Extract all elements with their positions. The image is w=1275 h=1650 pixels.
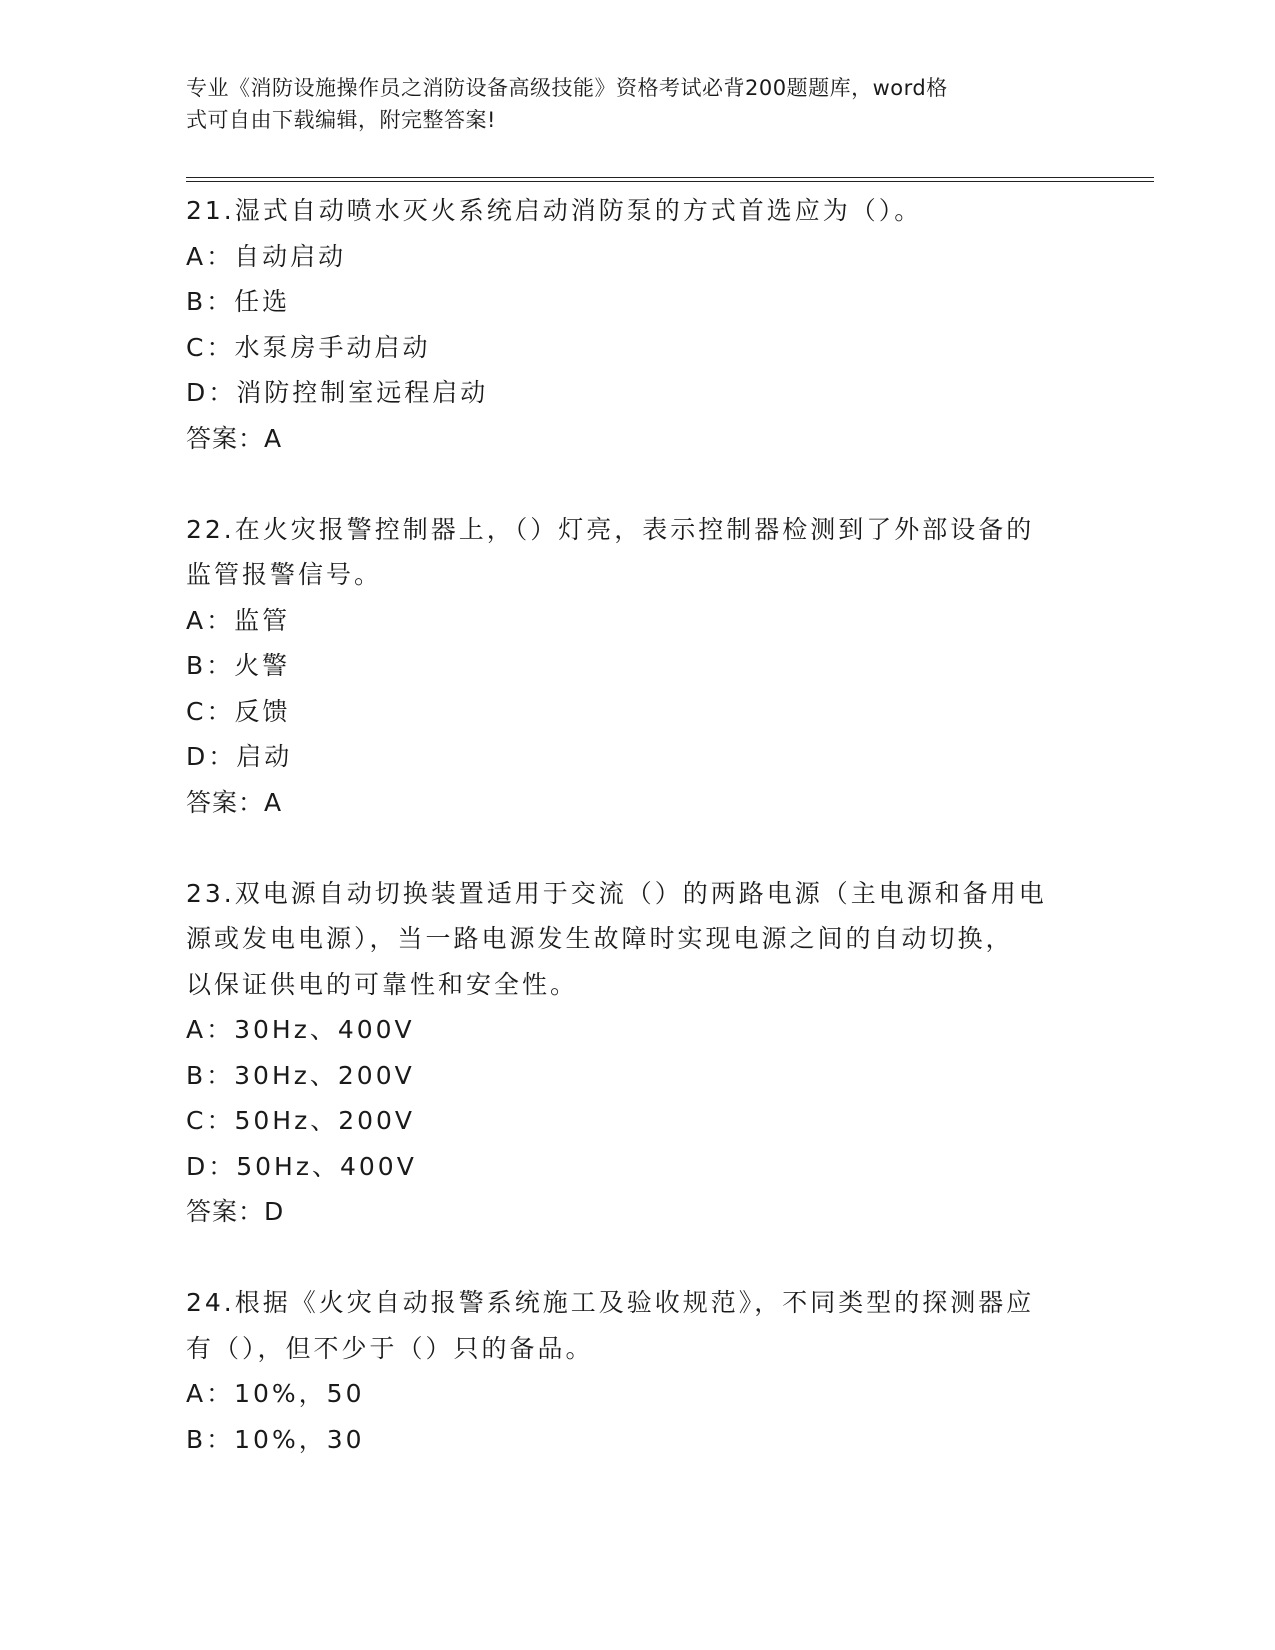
question-text: 21.湿式自动喷水灭火系统启动消防泵的方式首选应为（）。 — [186, 196, 923, 225]
question-spacer — [186, 1235, 1086, 1281]
question-list — [186, 188, 1086, 1462]
option-a: A：自动启动 — [186, 241, 347, 271]
question-text: 源或发电电源），当一路电源发生故障时实现电源之间的自动切换， — [186, 924, 1014, 953]
question-21 — [186, 188, 1086, 461]
option-c: C：50Hz、200V — [186, 1106, 416, 1135]
question-text: 监管报警信号。 — [186, 560, 383, 589]
option-c: C：反馈 — [186, 696, 291, 726]
question-text: 有（），但不少于（）只的备品。 — [186, 1333, 594, 1363]
answer: 答案：A — [186, 423, 283, 453]
question-text: 24.根据《火灾自动报警系统施工及验收规范》，不同类型的探测器应 — [186, 1288, 1035, 1317]
option-b: B：10%，30 — [186, 1424, 365, 1454]
document-header — [186, 72, 1066, 136]
header-line-1: 专业《消防设施操作员之消防设备高级技能》资格考试必背200题题库，word格 — [186, 76, 948, 100]
question-text: 23.双电源自动切换装置适用于交流（）的两路电源（主电源和备用电 — [186, 878, 1047, 908]
option-d: D：50Hz、400V — [186, 1151, 417, 1181]
option-d: D：消防控制室远程启动 — [186, 378, 489, 407]
header-divider-bottom — [186, 181, 1154, 182]
option-b: B：任选 — [186, 287, 291, 316]
question-23 — [186, 871, 1086, 1235]
header-divider-top — [186, 177, 1154, 178]
answer: 答案：A — [186, 787, 283, 817]
option-b: B：30Hz、200V — [186, 1060, 415, 1090]
question-22 — [186, 507, 1086, 826]
question-text: 以保证供电的可靠性和安全性。 — [186, 969, 579, 999]
header-line-2: 式可自由下载编辑，附完整答案! — [186, 108, 496, 132]
option-a: A：10%，50 — [186, 1379, 365, 1408]
question-spacer — [186, 825, 1086, 871]
option-c: C：水泵房手动启动 — [186, 332, 431, 362]
option-a: A：监管 — [186, 605, 291, 635]
question-text: 22.在火灾报警控制器上，（）灯亮，表示控制器检测到了外部设备的 — [186, 514, 1035, 544]
option-b: B：火警 — [186, 651, 291, 680]
answer: 答案：D — [186, 1197, 285, 1226]
option-d: D：启动 — [186, 742, 293, 771]
option-a: A：30Hz、400V — [186, 1015, 415, 1044]
question-spacer — [186, 461, 1086, 507]
question-24 — [186, 1280, 1086, 1462]
